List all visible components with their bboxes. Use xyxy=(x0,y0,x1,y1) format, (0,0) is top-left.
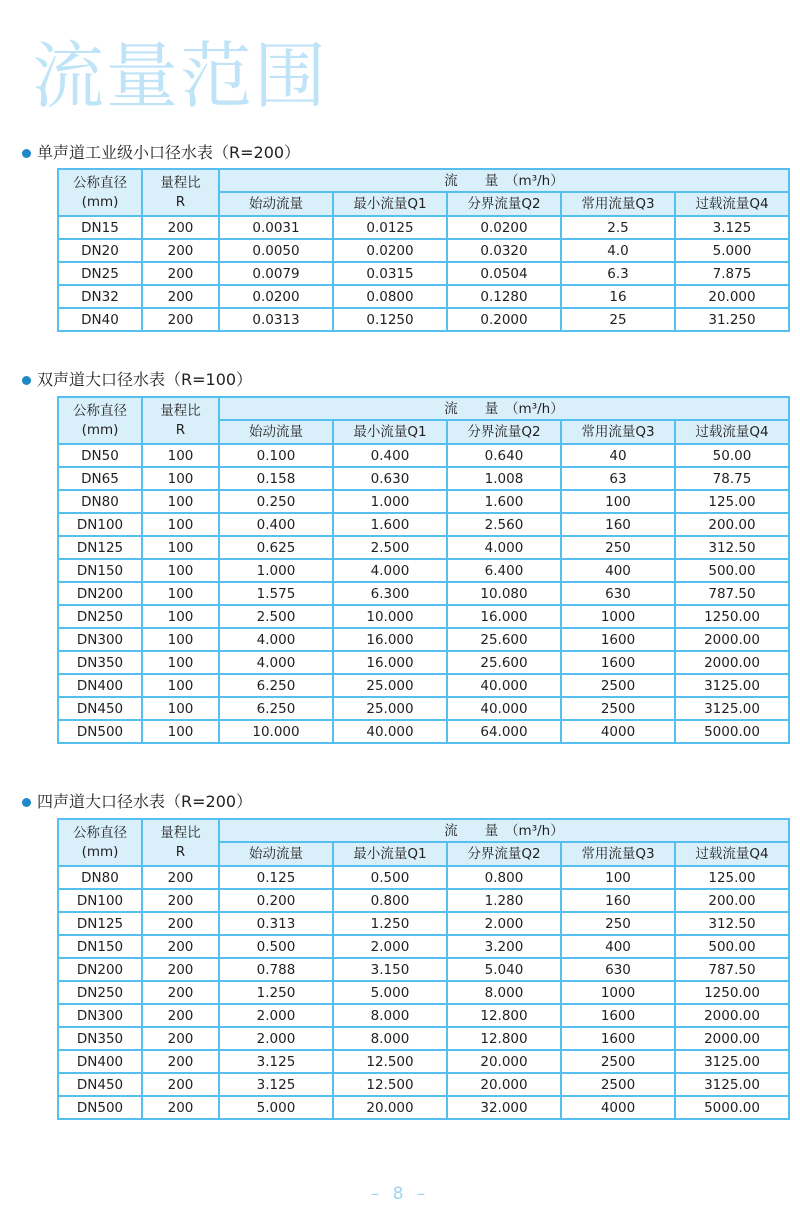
table-cell: 16.000 xyxy=(333,628,447,651)
table-cell: 12.800 xyxy=(447,1027,561,1050)
table-cell: 25.000 xyxy=(333,674,447,697)
table-cell: 1000 xyxy=(561,605,675,628)
table-cell: DN25 xyxy=(58,262,142,285)
header-range-ratio xyxy=(142,397,219,444)
table-cell: DN450 xyxy=(58,1073,142,1096)
table-cell: 1250.00 xyxy=(675,605,789,628)
header-range-ratio xyxy=(142,169,219,216)
table-cell: 0.500 xyxy=(333,866,447,889)
table-cell: 1600 xyxy=(561,628,675,651)
table-cell: DN150 xyxy=(58,559,142,582)
table-cell: 100 xyxy=(142,490,219,513)
table-cell: 0.500 xyxy=(219,935,333,958)
header-nominal-diameter xyxy=(58,169,142,216)
section-heading-text: 四声道大口径水表（R=200） xyxy=(37,792,253,811)
table-cell: 125.00 xyxy=(675,490,789,513)
table-cell: 0.0200 xyxy=(333,239,447,262)
header-permanent-flow-q3: 常用流量Q3 xyxy=(561,420,675,444)
table-cell: 4000 xyxy=(561,720,675,743)
table-row xyxy=(58,697,789,720)
table-cell: 16 xyxy=(561,285,675,308)
table-cell: 200 xyxy=(142,1096,219,1119)
table-cell: 20.000 xyxy=(333,1096,447,1119)
table-cell: 2000.00 xyxy=(675,1004,789,1027)
header-label: R xyxy=(175,193,186,210)
table-cell: 2.000 xyxy=(447,912,561,935)
table-cell: 0.800 xyxy=(333,889,447,912)
table-cell: 0.0050 xyxy=(219,239,333,262)
table-cell: 10.000 xyxy=(333,605,447,628)
table-cell: 1000 xyxy=(561,981,675,1004)
table-cell: DN300 xyxy=(58,628,142,651)
table-cell: 8.000 xyxy=(333,1027,447,1050)
header-label: 公称直径 xyxy=(73,402,127,419)
table-cell: 1.000 xyxy=(219,559,333,582)
table-cell: 0.625 xyxy=(219,536,333,559)
table-cell: 3125.00 xyxy=(675,697,789,720)
table-cell: 100 xyxy=(142,513,219,536)
table-cell: 0.0200 xyxy=(219,285,333,308)
table-cell: 25.600 xyxy=(447,651,561,674)
table-cell: 40.000 xyxy=(447,697,561,720)
header-label: R xyxy=(175,421,186,438)
table-cell: 200 xyxy=(142,216,219,239)
header-flow-group: 流 量 （m³/h） xyxy=(219,169,789,192)
table-cell: 250 xyxy=(561,912,675,935)
table-cell: 40.000 xyxy=(333,720,447,743)
table-cell: 5.000 xyxy=(219,1096,333,1119)
table-cell: 100 xyxy=(142,651,219,674)
table-cell: 160 xyxy=(561,889,675,912)
table-cell: 2500 xyxy=(561,697,675,720)
table-cell: 1.250 xyxy=(333,912,447,935)
table-cell: 200 xyxy=(142,1027,219,1050)
table-row xyxy=(58,444,789,467)
header-min-flow-q1: 最小流量Q1 xyxy=(333,842,447,866)
table-row xyxy=(58,674,789,697)
table-cell: 12.500 xyxy=(333,1050,447,1073)
table-cell: DN15 xyxy=(58,216,142,239)
table-row xyxy=(58,889,789,912)
table-cell: 0.2000 xyxy=(447,308,561,331)
table-cell: 1.000 xyxy=(333,490,447,513)
table-cell: 5.000 xyxy=(333,981,447,1004)
table-cell: 2.000 xyxy=(333,935,447,958)
table-cell: 20.000 xyxy=(447,1050,561,1073)
bullet-icon xyxy=(22,149,31,158)
table-cell: DN500 xyxy=(58,1096,142,1119)
header-nominal-diameter xyxy=(58,397,142,444)
table-cell: 100 xyxy=(142,697,219,720)
table-cell: 200 xyxy=(142,1050,219,1073)
table-cell: 2500 xyxy=(561,674,675,697)
table-cell: 25.000 xyxy=(333,697,447,720)
table-cell: DN400 xyxy=(58,1050,142,1073)
table-cell: 0.0313 xyxy=(219,308,333,331)
table-cell: 200 xyxy=(142,889,219,912)
table-cell: DN450 xyxy=(58,697,142,720)
table-cell: 6.250 xyxy=(219,697,333,720)
table-cell: 2.500 xyxy=(333,536,447,559)
table-cell: 2500 xyxy=(561,1050,675,1073)
header-label: 量程比 xyxy=(160,174,201,191)
table-cell: DN200 xyxy=(58,958,142,981)
table-cell: 787.50 xyxy=(675,958,789,981)
table-cell: 3.125 xyxy=(219,1073,333,1096)
table-cell: 1600 xyxy=(561,651,675,674)
table-cell: DN50 xyxy=(58,444,142,467)
table-cell: 5.000 xyxy=(675,239,789,262)
table-cell: 100 xyxy=(142,559,219,582)
table-cell: 3.200 xyxy=(447,935,561,958)
flow-table-quad-channel xyxy=(57,818,790,1120)
table-cell: 0.1250 xyxy=(333,308,447,331)
table-cell: DN65 xyxy=(58,467,142,490)
section-heading-text: 单声道工业级小口径水表（R=200） xyxy=(37,143,301,162)
table-cell: 5000.00 xyxy=(675,720,789,743)
table-row xyxy=(58,720,789,743)
table-row xyxy=(58,239,789,262)
table-cell: 100 xyxy=(142,444,219,467)
table-cell: 40.000 xyxy=(447,674,561,697)
header-label: (mm) xyxy=(81,843,119,860)
table-cell: DN20 xyxy=(58,239,142,262)
table-cell: 78.75 xyxy=(675,467,789,490)
table-cell: 100 xyxy=(142,628,219,651)
table-cell: 31.250 xyxy=(675,308,789,331)
table-cell: 6.3 xyxy=(561,262,675,285)
table-cell: 4.0 xyxy=(561,239,675,262)
table-cell: 1.600 xyxy=(333,513,447,536)
table-row xyxy=(58,467,789,490)
table-cell: 12.500 xyxy=(333,1073,447,1096)
table-row xyxy=(58,285,789,308)
table-row xyxy=(58,1050,789,1073)
table-cell: DN250 xyxy=(58,605,142,628)
table-cell: 2.500 xyxy=(219,605,333,628)
table-cell: 0.250 xyxy=(219,490,333,513)
table-cell: 2.000 xyxy=(219,1004,333,1027)
table-cell: 200 xyxy=(142,935,219,958)
flow-table-dual-channel xyxy=(57,396,790,744)
header-start-flow: 始动流量 xyxy=(219,192,333,216)
table-cell: 10.000 xyxy=(219,720,333,743)
header-nominal-diameter xyxy=(58,819,142,866)
table-cell: 16.000 xyxy=(447,605,561,628)
table-cell: 400 xyxy=(561,935,675,958)
header-transition-flow-q2: 分界流量Q2 xyxy=(447,420,561,444)
table-row xyxy=(58,605,789,628)
flow-table-single-channel xyxy=(57,168,790,332)
table-cell: 2000.00 xyxy=(675,628,789,651)
header-transition-flow-q2: 分界流量Q2 xyxy=(447,192,561,216)
table-cell: 400 xyxy=(561,559,675,582)
table-cell: 0.0031 xyxy=(219,216,333,239)
table-cell: 8.000 xyxy=(333,1004,447,1027)
table-cell: 0.158 xyxy=(219,467,333,490)
table-cell: 1250.00 xyxy=(675,981,789,1004)
table-row xyxy=(58,958,789,981)
header-range-ratio xyxy=(142,819,219,866)
table-cell: 200 xyxy=(142,866,219,889)
table-cell: 100 xyxy=(142,720,219,743)
table-cell: 2500 xyxy=(561,1073,675,1096)
table-cell: 5000.00 xyxy=(675,1096,789,1119)
table-cell: 0.788 xyxy=(219,958,333,981)
header-start-flow: 始动流量 xyxy=(219,842,333,866)
table-cell: 20.000 xyxy=(447,1073,561,1096)
table-cell: 0.0079 xyxy=(219,262,333,285)
table-cell: 3.125 xyxy=(219,1050,333,1073)
header-min-flow-q1: 最小流量Q1 xyxy=(333,192,447,216)
table-cell: DN350 xyxy=(58,1027,142,1050)
table-cell: 200 xyxy=(142,958,219,981)
table-row xyxy=(58,262,789,285)
table-cell: 3125.00 xyxy=(675,674,789,697)
page-title: 流量范围 xyxy=(32,34,329,118)
table-cell: 4.000 xyxy=(219,651,333,674)
table-cell: 0.100 xyxy=(219,444,333,467)
table-cell: DN200 xyxy=(58,582,142,605)
table-cell: 2.000 xyxy=(219,1027,333,1050)
table-cell: 4.000 xyxy=(447,536,561,559)
table-cell: 100 xyxy=(142,582,219,605)
table-cell: 0.0800 xyxy=(333,285,447,308)
header-permanent-flow-q3: 常用流量Q3 xyxy=(561,192,675,216)
table-row xyxy=(58,559,789,582)
table-cell: 0.0315 xyxy=(333,262,447,285)
table-cell: DN300 xyxy=(58,1004,142,1027)
table-cell: 0.313 xyxy=(219,912,333,935)
table-cell: 4.000 xyxy=(333,559,447,582)
table-cell: 63 xyxy=(561,467,675,490)
table-cell: 0.0200 xyxy=(447,216,561,239)
table-cell: 0.0504 xyxy=(447,262,561,285)
table-cell: 5.040 xyxy=(447,958,561,981)
bullet-icon xyxy=(22,376,31,385)
table-row xyxy=(58,536,789,559)
table-cell: 100 xyxy=(142,674,219,697)
table-cell: 6.300 xyxy=(333,582,447,605)
table-cell: 40 xyxy=(561,444,675,467)
table-cell: DN400 xyxy=(58,674,142,697)
table-cell: 3.150 xyxy=(333,958,447,981)
table-cell: 0.0320 xyxy=(447,239,561,262)
table-cell: 200 xyxy=(142,262,219,285)
header-label: 量程比 xyxy=(160,402,201,419)
header-label: 公称直径 xyxy=(73,824,127,841)
section-heading-dual-channel xyxy=(22,369,252,391)
table-cell: DN350 xyxy=(58,651,142,674)
table-row xyxy=(58,513,789,536)
table-cell: 2.560 xyxy=(447,513,561,536)
table-cell: 200.00 xyxy=(675,889,789,912)
header-label: R xyxy=(175,843,186,860)
bullet-icon xyxy=(22,798,31,807)
table-cell: 100 xyxy=(561,866,675,889)
header-min-flow-q1: 最小流量Q1 xyxy=(333,420,447,444)
table-cell: 1.575 xyxy=(219,582,333,605)
table-cell: 1.250 xyxy=(219,981,333,1004)
header-start-flow: 始动流量 xyxy=(219,420,333,444)
table-cell: DN80 xyxy=(58,490,142,513)
table-cell: 0.640 xyxy=(447,444,561,467)
header-overload-flow-q4: 过载流量Q4 xyxy=(675,192,789,216)
table-row xyxy=(58,582,789,605)
table-cell: 1.008 xyxy=(447,467,561,490)
section-heading-text: 双声道大口径水表（R=100） xyxy=(37,370,253,389)
table-row xyxy=(58,490,789,513)
table-cell: 200 xyxy=(142,1073,219,1096)
table-cell: 7.875 xyxy=(675,262,789,285)
table-cell: 312.50 xyxy=(675,536,789,559)
table-cell: 0.0125 xyxy=(333,216,447,239)
table-cell: 100 xyxy=(142,467,219,490)
table-cell: 500.00 xyxy=(675,935,789,958)
table-cell: 1600 xyxy=(561,1027,675,1050)
table-cell: 200 xyxy=(142,912,219,935)
header-label: (mm) xyxy=(81,421,119,438)
table-cell: DN100 xyxy=(58,889,142,912)
table-cell: 12.800 xyxy=(447,1004,561,1027)
table-cell: 3125.00 xyxy=(675,1073,789,1096)
table-cell: 25 xyxy=(561,308,675,331)
table-row xyxy=(58,216,789,239)
table-cell: 0.400 xyxy=(333,444,447,467)
table-cell: 630 xyxy=(561,958,675,981)
table-cell: DN250 xyxy=(58,981,142,1004)
table-cell: 25.600 xyxy=(447,628,561,651)
table-cell: 0.400 xyxy=(219,513,333,536)
table-cell: 250 xyxy=(561,536,675,559)
table-cell: DN32 xyxy=(58,285,142,308)
table-row xyxy=(58,651,789,674)
table-cell: 160 xyxy=(561,513,675,536)
page-number: – 8 – xyxy=(370,1184,430,1204)
table-cell: DN125 xyxy=(58,536,142,559)
table-cell: 20.000 xyxy=(675,285,789,308)
table-cell: 787.50 xyxy=(675,582,789,605)
table-cell: 6.400 xyxy=(447,559,561,582)
table-cell: 200 xyxy=(142,981,219,1004)
table-cell: 200 xyxy=(142,239,219,262)
table-cell: 125.00 xyxy=(675,866,789,889)
table-cell: 1.600 xyxy=(447,490,561,513)
table-cell: 100 xyxy=(142,605,219,628)
table-cell: 10.080 xyxy=(447,582,561,605)
table-cell: 2.5 xyxy=(561,216,675,239)
table-cell: 312.50 xyxy=(675,912,789,935)
table-cell: 630 xyxy=(561,582,675,605)
table-cell: 32.000 xyxy=(447,1096,561,1119)
table-cell: 2000.00 xyxy=(675,651,789,674)
table-cell: 200 xyxy=(142,1004,219,1027)
table-cell: DN100 xyxy=(58,513,142,536)
table-cell: 1.280 xyxy=(447,889,561,912)
table-cell: DN40 xyxy=(58,308,142,331)
table-row xyxy=(58,628,789,651)
section-heading-single-channel xyxy=(22,142,300,164)
table-cell: 6.250 xyxy=(219,674,333,697)
table-cell: 0.125 xyxy=(219,866,333,889)
table-cell: 0.200 xyxy=(219,889,333,912)
header-flow-group: 流 量 （m³/h） xyxy=(219,819,789,842)
header-permanent-flow-q3: 常用流量Q3 xyxy=(561,842,675,866)
table-cell: DN500 xyxy=(58,720,142,743)
table-cell: DN150 xyxy=(58,935,142,958)
table-cell: 200.00 xyxy=(675,513,789,536)
table-cell: 100 xyxy=(561,490,675,513)
table-cell: 2000.00 xyxy=(675,1027,789,1050)
table-cell: 3.125 xyxy=(675,216,789,239)
header-label: (mm) xyxy=(81,193,119,210)
header-label: 量程比 xyxy=(160,824,201,841)
table-cell: 3125.00 xyxy=(675,1050,789,1073)
header-transition-flow-q2: 分界流量Q2 xyxy=(447,842,561,866)
table-row xyxy=(58,912,789,935)
table-cell: 50.00 xyxy=(675,444,789,467)
table-cell: 8.000 xyxy=(447,981,561,1004)
table-cell: 0.1280 xyxy=(447,285,561,308)
table-cell: 16.000 xyxy=(333,651,447,674)
table-cell: 4000 xyxy=(561,1096,675,1119)
table-cell: DN125 xyxy=(58,912,142,935)
table-row xyxy=(58,1027,789,1050)
table-cell: 4.000 xyxy=(219,628,333,651)
table-cell: 200 xyxy=(142,308,219,331)
header-overload-flow-q4: 过载流量Q4 xyxy=(675,420,789,444)
header-overload-flow-q4: 过载流量Q4 xyxy=(675,842,789,866)
table-row xyxy=(58,1096,789,1119)
header-flow-group: 流 量 （m³/h） xyxy=(219,397,789,420)
table-row xyxy=(58,935,789,958)
table-row xyxy=(58,1004,789,1027)
table-row xyxy=(58,308,789,331)
table-cell: 200 xyxy=(142,285,219,308)
table-cell: 1600 xyxy=(561,1004,675,1027)
table-row xyxy=(58,1073,789,1096)
table-cell: 500.00 xyxy=(675,559,789,582)
table-cell: 0.800 xyxy=(447,866,561,889)
table-cell: DN80 xyxy=(58,866,142,889)
table-cell: 64.000 xyxy=(447,720,561,743)
header-label: 公称直径 xyxy=(73,174,127,191)
table-cell: 0.630 xyxy=(333,467,447,490)
table-cell: 100 xyxy=(142,536,219,559)
table-row xyxy=(58,981,789,1004)
table-row xyxy=(58,866,789,889)
section-heading-quad-channel xyxy=(22,791,252,813)
